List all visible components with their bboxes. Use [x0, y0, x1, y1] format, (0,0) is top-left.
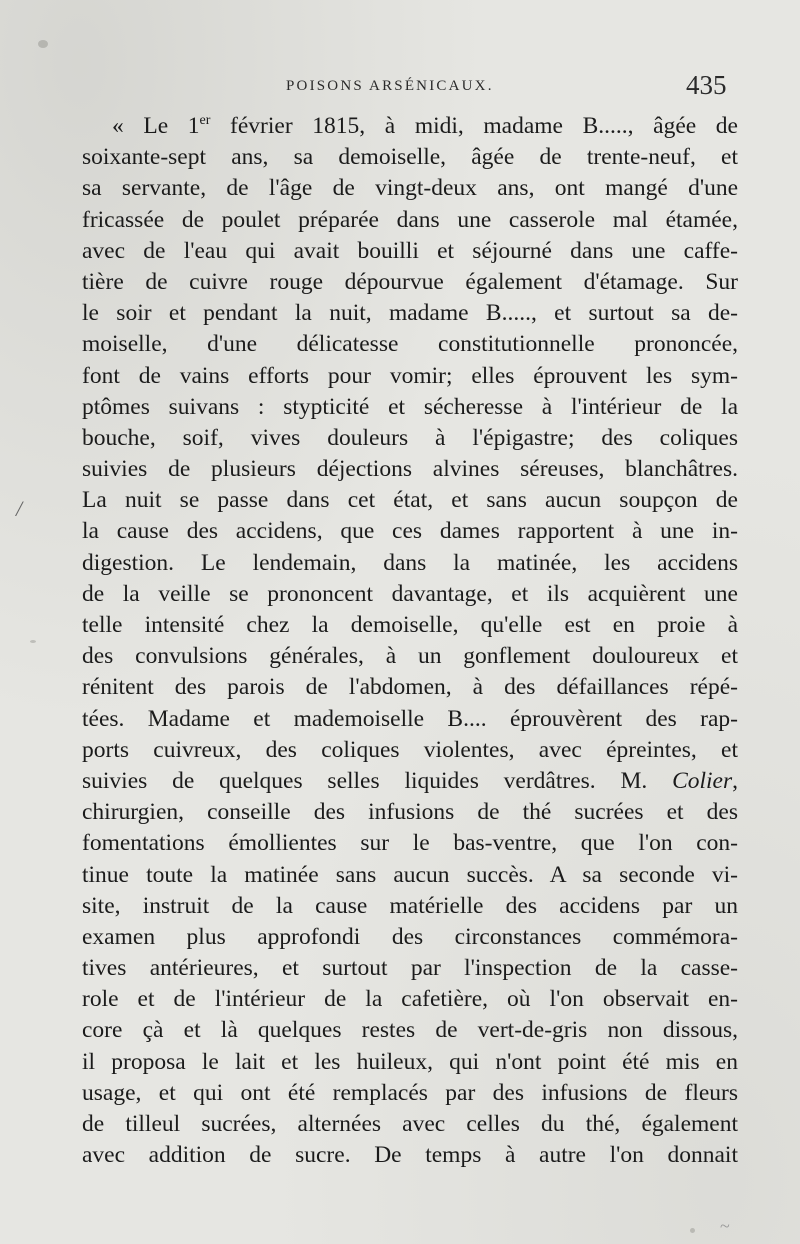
text-line: de la veille se prononcent davantage, et ils acquièrent une	[82, 580, 738, 607]
text-line	[82, 111, 738, 142]
text-line: suivies de plusieurs déjections alvines séreuses, blanchâtres.	[82, 456, 738, 483]
text-line: moiselle, d'une délicatesse constitutionnelle prononcée,	[82, 331, 738, 358]
text-line	[82, 766, 738, 797]
text-line: role et de l'intérieur de la cafetière, où l'on observait en-	[82, 986, 738, 1013]
text-line: tière de cuivre rouge dépourvue également d'étamage. Sur	[82, 268, 738, 295]
text-line: soixante-sept ans, sa demoiselle, âgée de trente-neuf, et	[82, 144, 738, 171]
margin-mark: /	[16, 496, 23, 521]
text-line: tives antérieures, et surtout par l'inspection de la casse-	[82, 955, 738, 982]
page-number: 435	[686, 70, 727, 100]
text-fragment: « Le 1	[112, 113, 200, 139]
superscript: er	[199, 113, 211, 129]
text-line: avec de l'eau qui avait bouilli et séjourné dans une caffe-	[82, 237, 738, 264]
body-text	[82, 111, 738, 1171]
text-line: avec addition de sucre. De temps à autre l'on donnait	[82, 1142, 738, 1169]
text-line: fricassée de poulet préparée dans une casserole mal étamée,	[82, 206, 738, 233]
text-line: digestion. Le lendemain, dans la matinée, les accidens	[82, 549, 738, 576]
text-line: des convulsions générales, à un gonflement douloureux et	[82, 643, 738, 670]
text-line: tées. Madame et mademoiselle B.... éprouvèrent des rap-	[82, 705, 738, 732]
text-line: site, instruit de la cause matérielle des accidens par un	[82, 892, 738, 919]
italic-name: Colier	[672, 767, 733, 794]
text-line: fomentations émollientes sur le bas-ventre, que l'on con-	[82, 830, 738, 857]
text-line: chirurgien, conseille des infusions de thé sucrées et des	[82, 799, 738, 826]
text-line: bouche, soif, vives douleurs à l'épigastre; des coliques	[82, 424, 738, 451]
margin-mark: ~	[720, 1216, 730, 1236]
text-line: font de vains efforts pour vomir; elles éprouvent les sym-	[82, 362, 738, 389]
text-line: la cause des accidens, que ces dames rapportent à une in-	[82, 518, 738, 545]
text-line: ptômes suivans : stypticité et sécheresse à l'intérieur de la	[82, 393, 738, 420]
text-line: tinue toute la matinée sans aucun succès. A sa seconde vi-	[82, 861, 738, 888]
text-line: de tilleul sucrées, alternées avec celles du thé, également	[82, 1111, 738, 1137]
text-fragment: suivies de quelques selles liquides verdâtres. M.	[82, 767, 673, 794]
text-line: telle intensité chez la demoiselle, qu'elle est en proie à	[82, 612, 738, 638]
text-line: ports cuivreux, des coliques violentes, avec épreintes, et	[82, 736, 738, 763]
paper-speck	[38, 40, 48, 48]
text-line: core çà et là quelques restes de vert-de-gris non dissous,	[82, 1017, 738, 1044]
text-fragment: ,	[732, 767, 738, 794]
paper-speck	[690, 1228, 695, 1233]
text-line: La nuit se passe dans cet état, et sans aucun soupçon de	[82, 487, 738, 514]
text-line: examen plus approfondi des circonstances commémora-	[82, 923, 738, 950]
text-line: le soir et pendant la nuit, madame B....., et surtout sa de-	[82, 300, 738, 327]
text-line: sa servante, de l'âge de vingt-deux ans, ont mangé d'une	[82, 175, 738, 202]
text-line: rénitent des parois de l'abdomen, à des défaillances répé-	[82, 674, 738, 701]
running-title: POISONS ARSÉNICAUX.	[286, 78, 494, 94]
text-line: il proposa le lait et les huileux, qui n'ont point été mis en	[82, 1048, 738, 1075]
text-line: usage, et qui ont été remplacés par des infusions de fleurs	[82, 1079, 738, 1106]
text-fragment: février 1815, à midi, madame B....., âgée de	[210, 113, 738, 139]
paper-speck	[30, 640, 36, 643]
